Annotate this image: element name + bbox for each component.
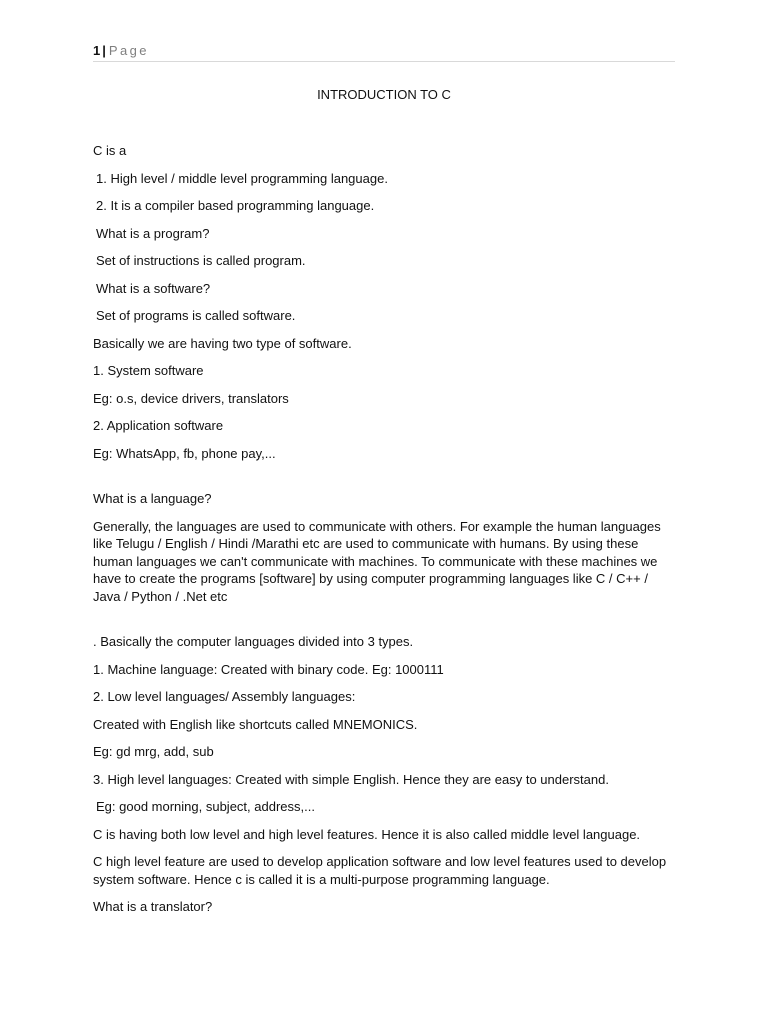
question-heading: What is a software?: [96, 280, 211, 296]
paragraph: Set of programs is called software.: [96, 308, 296, 323]
list-item: 2. It is a compiler based programming language.: [96, 198, 375, 213]
paragraph: . Basically the computer languages divided into 3 types.: [93, 634, 414, 649]
list-item: 1. High level / middle level programming language.: [96, 170, 388, 186]
list-item: 1. Machine language: Created with binary code. Eg: 1000111: [93, 661, 444, 677]
list-item: 1. System software: [93, 363, 204, 378]
paragraph: C is a: [93, 143, 127, 158]
example-line: Eg: good morning, subject, address,...: [96, 799, 315, 814]
page-header: [93, 43, 149, 58]
example-line: Eg: WhatsApp, fb, phone pay,...: [93, 445, 276, 461]
question-heading: What is a language?: [93, 491, 212, 506]
document-body: [93, 142, 675, 926]
example-line: Eg: o.s, device drivers, translators: [93, 390, 289, 406]
list-item: 3. High level languages: Created with simple English. Hence they are easy to understand.: [93, 771, 609, 787]
blank-line: [93, 472, 675, 490]
question-heading: What is a program?: [96, 225, 210, 241]
question-heading: What is a translator?: [93, 899, 213, 914]
paragraph: Generally, the languages are used to communicate with others. For example the human languages like Telugu / English / Hindi /Marathi etc are used to communicate with humans. By using these human languages we can't communicate with machines. To communicate with these machines we have to create the programs [software] by using computer programming languages like C / C++ / Java / Python / .Net etc: [93, 518, 661, 604]
page-word: Page: [108, 43, 149, 58]
header-separator: |: [102, 43, 106, 58]
list-item: 2. Low level languages/ Assembly languages:: [93, 689, 356, 704]
list-item: 2. Application software: [93, 418, 224, 433]
example-line: Eg: gd mrg, add, sub: [93, 744, 214, 759]
paragraph: C high level feature are used to develop application software and low level features used to develop system software. Hence c is called it is a multi-purpose programming language.: [93, 854, 667, 887]
page-number: 1: [93, 43, 101, 58]
paragraph: Created with English like shortcuts called MNEMONICS.: [93, 716, 418, 732]
paragraph: Basically we are having two type of software.: [93, 335, 352, 351]
paragraph: Set of instructions is called program.: [96, 253, 306, 268]
blank-line: [93, 615, 675, 633]
header-rule: [93, 61, 675, 62]
paragraph: C is having both low level and high level features. Hence it is also called middle level language.: [93, 826, 641, 842]
document-title: INTRODUCTION TO C: [317, 87, 451, 102]
